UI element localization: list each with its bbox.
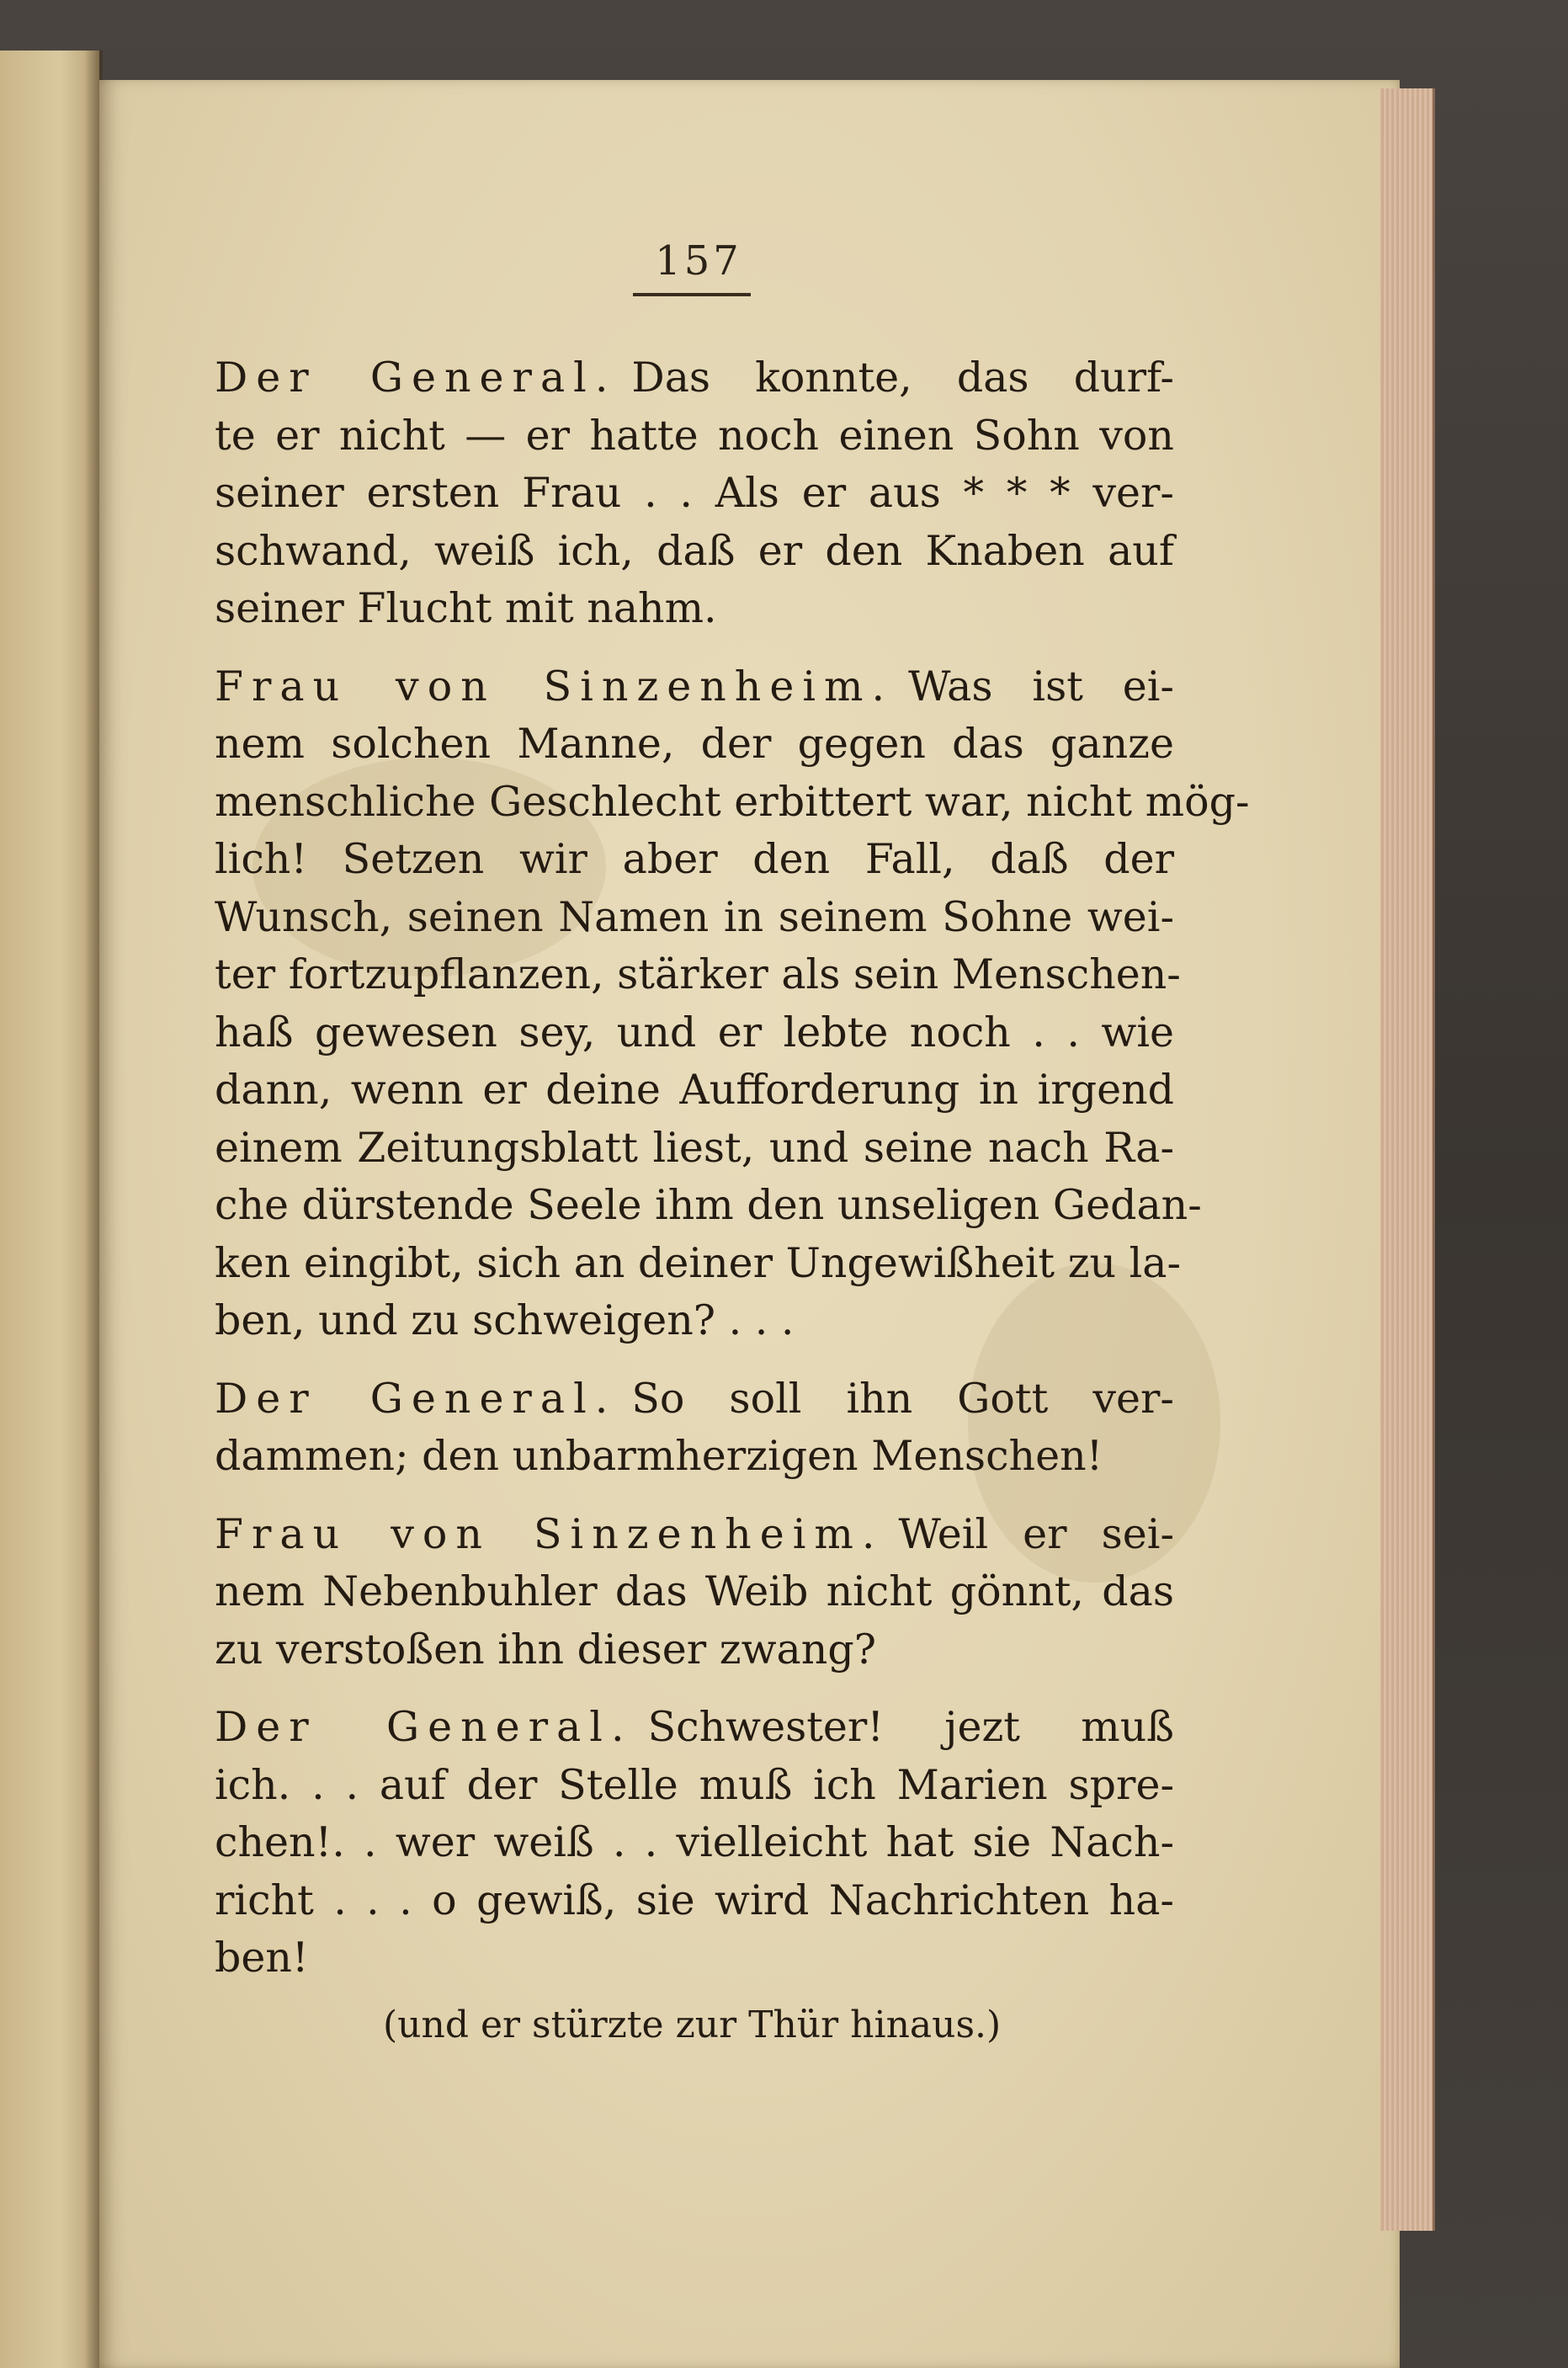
text-line	[215, 1506, 1174, 1564]
text-line: Wunsch, seinen Namen in seinem Sohne wei-	[215, 892, 1174, 941]
text-line: nem solchen Manne, der gegen das ganze	[215, 720, 1174, 768]
text-line-content: So soll ihn Gott ver-	[631, 1374, 1174, 1423]
text-line: haß gewesen sey, und er lebte noch . . wie	[215, 1008, 1174, 1056]
text-line: seiner ersten Frau . . Als er aus * * * ver-	[215, 469, 1174, 517]
text-line: lich! Setzen wir aber den Fall, daß der	[215, 835, 1174, 883]
text-line: richt . . . o gewiß, sie wird Nachrichten ha-	[215, 1876, 1174, 1924]
text-line: nem Nebenbuhler das Weib nicht gönnt, das	[215, 1567, 1174, 1615]
text-line	[215, 1699, 1174, 1757]
text-line: einem Zeitungsblatt liest, und seine nach Ra-	[215, 1123, 1174, 1172]
text-line: menschliche Geschlecht erbittert war, nicht mög-	[215, 777, 1250, 826]
page-number: 157	[655, 237, 742, 285]
text-line-content: Das konnte, das durf-	[631, 354, 1174, 402]
text-line-content: Schwester! jezt muß	[647, 1703, 1174, 1751]
text-line: ben!	[215, 1934, 309, 1982]
text-line: schwand, weiß ich, daß er den Knaben auf	[215, 526, 1174, 575]
dialogue-paragraph	[215, 1370, 1174, 1486]
text-line: te er nicht — er hatte noch einen Sohn von	[215, 411, 1174, 460]
speaker-name: Der General.	[215, 1703, 633, 1751]
stage-direction: (und er stürzte zur Thür hinaus.)	[383, 2003, 1002, 2046]
dialogue-paragraph	[215, 349, 1174, 638]
speaker-name: Der General.	[215, 354, 617, 402]
text-line: zu verstoßen ihn dieser zwang?	[215, 1625, 876, 1674]
text-line: ben, und zu schweigen? . . .	[215, 1296, 795, 1344]
text-line: che dürstende Seele ihm den unseligen Gedan-	[215, 1181, 1202, 1229]
speaker-name: Frau von Sinzenheim.	[215, 662, 894, 710]
text-line: ich. . . auf der Stelle muß ich Marien spre-	[215, 1760, 1174, 1809]
text-line: ter fortzupflanzen, stärker als sein Menschen-	[215, 950, 1181, 998]
text-line: seiner Flucht mit nahm.	[215, 584, 717, 632]
text-line: ken eingibt, sich an deiner Ungewißheit zu la-	[215, 1238, 1182, 1287]
text-line	[215, 1370, 1174, 1429]
text-line-content: Was ist ei-	[908, 662, 1174, 710]
speaker-name: Der General.	[215, 1374, 617, 1423]
text-line: chen!. . wer weiß . . vielleicht hat sie Nach-	[215, 1818, 1174, 1866]
page-stack-edge	[1380, 88, 1435, 2231]
dialogue-paragraph	[215, 1699, 1174, 1988]
text-line: dammen; den unbarmherzigen Menschen!	[215, 1432, 1103, 1480]
page-number-rule	[633, 293, 751, 296]
dialogue-paragraph	[215, 658, 1250, 1350]
text-line: dann, wenn er deine Aufforderung in irgend	[215, 1066, 1174, 1114]
text-line	[215, 658, 1174, 716]
speaker-name: Frau von Sinzenheim.	[215, 1509, 884, 1558]
dialogue-paragraph	[215, 1506, 1174, 1679]
page-text	[215, 349, 1250, 2008]
text-line-content: Weil er sei-	[898, 1509, 1174, 1558]
text-line	[215, 349, 1174, 407]
